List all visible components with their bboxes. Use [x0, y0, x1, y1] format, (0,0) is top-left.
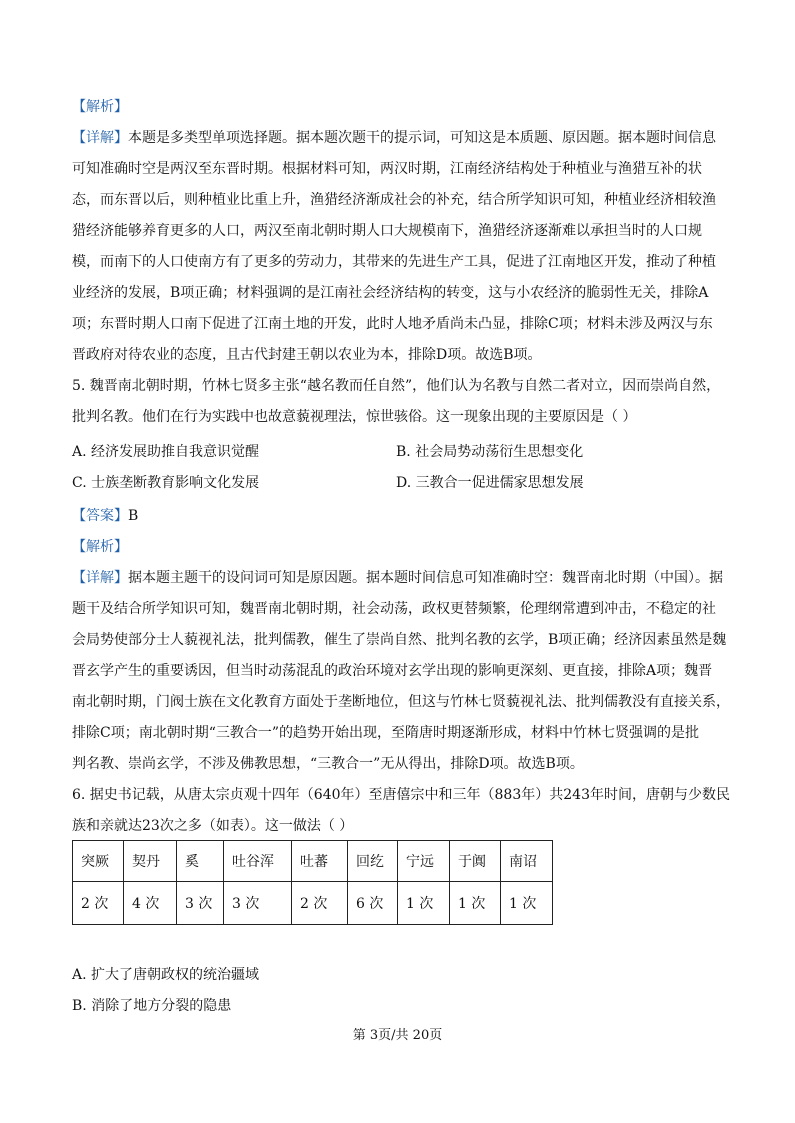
table-cell: 1 次: [450, 882, 501, 925]
table-cell: 3 次: [224, 882, 292, 925]
table-header-cell: 突厥: [73, 841, 124, 882]
table-header-cell: 奚: [177, 841, 224, 882]
table-cell: 1 次: [501, 882, 553, 925]
table-header-row: [73, 841, 553, 882]
table-cell: 3 次: [177, 882, 224, 925]
table-cell: 4 次: [124, 882, 177, 925]
q5-answer-label: 【答案】: [72, 508, 128, 524]
q5-answer-value: B: [128, 508, 139, 524]
table-cell: 6 次: [348, 882, 398, 925]
q5-option-d: D. 三教合一促进儒家思想发展: [396, 475, 584, 491]
q5-option-a: A. 经济发展助推自我意识觉醒: [72, 444, 260, 460]
q5-detail-text: 据本题主题干的设问词可知是原因题。据本题时间信息可知准确时空：魏晋南北时期（中国）。据: [128, 570, 723, 586]
q4-detail-line-4: 猎经济能够养育更多的人口，两汉至南北朝时期人口大规模南下，渔猎经济逐渐难以承担当时的人口规: [72, 223, 702, 239]
q5-stem-line-2: 批判名教。他们在行为实践中也故意藐视理法，惊世骇俗。这一现象出现的主要原因是（ ）: [72, 409, 637, 425]
q4-detail-line-6: 业经济的发展，B项正确；材料强调的是江南社会经济结构的转变，这与小农经济的脆弱性无关，排除A: [72, 285, 709, 301]
table-header-cell: 于阗: [450, 841, 501, 882]
q5-stem-line-1: 5. 魏晋南北朝时期，竹林七贤多主张“越名教而任自然”，他们认为名教与自然二者对立，因而崇尚自然，: [72, 378, 721, 394]
q5-detail-line-6: 排除C项；南北朝时期“三教合一”的趋势开始出现，至隋唐时期逐渐形成，材料中竹林七贤强调的是批: [72, 725, 700, 741]
table-header-cell: 回纥: [348, 841, 398, 882]
table-row: [73, 882, 553, 925]
q5-option-c: C. 士族垄断教育影响文化发展: [72, 475, 260, 491]
table-header-cell: 宁远: [398, 841, 450, 882]
q6-option-a: A. 扩大了唐朝政权的统治疆域: [72, 967, 260, 983]
q6-option-b: B. 消除了地方分裂的隐患: [72, 998, 232, 1014]
heqin-table: [72, 840, 553, 925]
q4-detail-line-8: 晋政府对待农业的态度，且古代封建王朝以农业为本，排除D项。故选B项。: [72, 347, 542, 363]
table-header-cell: 吐蕃: [292, 841, 348, 882]
q5-detail-line-7: 判名教、崇尚玄学，不涉及佛教思想，“三教合一”无从得出，排除D项。故选B项。: [72, 756, 584, 772]
q6-stem-line-1: 6. 据史书记载，从唐太宗贞观十四年（640年）至唐僖宗中和三年（883年）共243年时间，唐朝与少数民: [72, 787, 730, 803]
q4-detail-text: 本题是多类型单项选择题。据本题次题干的提示词，可知这是本质题、原因题。据本题时间信息: [128, 130, 716, 146]
page-footer: 第 3页/共 20页: [352, 1028, 443, 1043]
q4-detail-label: 【详解】: [72, 130, 128, 146]
q6-stem-line-2: 族和亲就达23次之多（如表）。这一做法（ ）: [72, 818, 354, 834]
table-cell: 1 次: [398, 882, 450, 925]
q5-detail-line-3: 会局势使部分士人藐视礼法，批判儒教，催生了崇尚自然、批判名教的玄学，B项正确；经济因素虽然是魏: [72, 632, 727, 648]
q4-detail-line-7: 项；东晋时期人口南下促进了江南土地的开发，此时人地矛盾尚未凸显，排除C项；材料未涉及两汉与东: [72, 316, 713, 332]
q5-detail-line-4: 晋玄学产生的重要诱因，但当时动荡混乱的政治环境对玄学出现的影响更深刻、更直接，排除A项；魏晋: [72, 663, 713, 679]
q4-detail-line-3: 态，而东晋以后，则种植业比重上升，渔猎经济渐成社会的补充，结合所学知识可知，种植业经济相较渔: [72, 192, 716, 208]
q5-answer-line: [72, 506, 138, 526]
table-header-cell: 南诏: [501, 841, 553, 882]
table-cell: 2 次: [73, 882, 124, 925]
table-header-cell: 契丹: [124, 841, 177, 882]
q5-option-b: B. 社会局势动荡衍生思想变化: [396, 444, 584, 460]
q5-analysis-label: 【解析】: [72, 539, 128, 555]
table-header-cell: 吐谷浑: [224, 841, 292, 882]
q4-detail-line-2: 可知准确时空是两汉至东晋时期。根据材料可知，两汉时期，江南经济结构处于种植业与渔猎互补的状: [72, 161, 702, 177]
q4-analysis-label: 【解析】: [72, 99, 128, 115]
q5-detail-label: 【详解】: [72, 570, 128, 586]
q5-detail-line-5: 南北朝时期，门阀士族在文化教育方面处于垄断地位，但这与竹林七贤藐视礼法、批判儒教没有直接关系，: [72, 694, 730, 710]
q4-detail-line-1: [72, 128, 716, 148]
q4-detail-line-5: 模，而南下的人口使南方有了更多的劳动力，其带来的先进生产工具，促进了江南地区开发，推动了种植: [72, 254, 716, 270]
q5-detail-line-1: [72, 568, 723, 588]
table-cell: 2 次: [292, 882, 348, 925]
q5-detail-line-2: 题干及结合所学知识可知，魏晋南北朝时期，社会动荡，政权更替频繁，伦理纲常遭到冲击，不稳定的社: [72, 601, 716, 617]
